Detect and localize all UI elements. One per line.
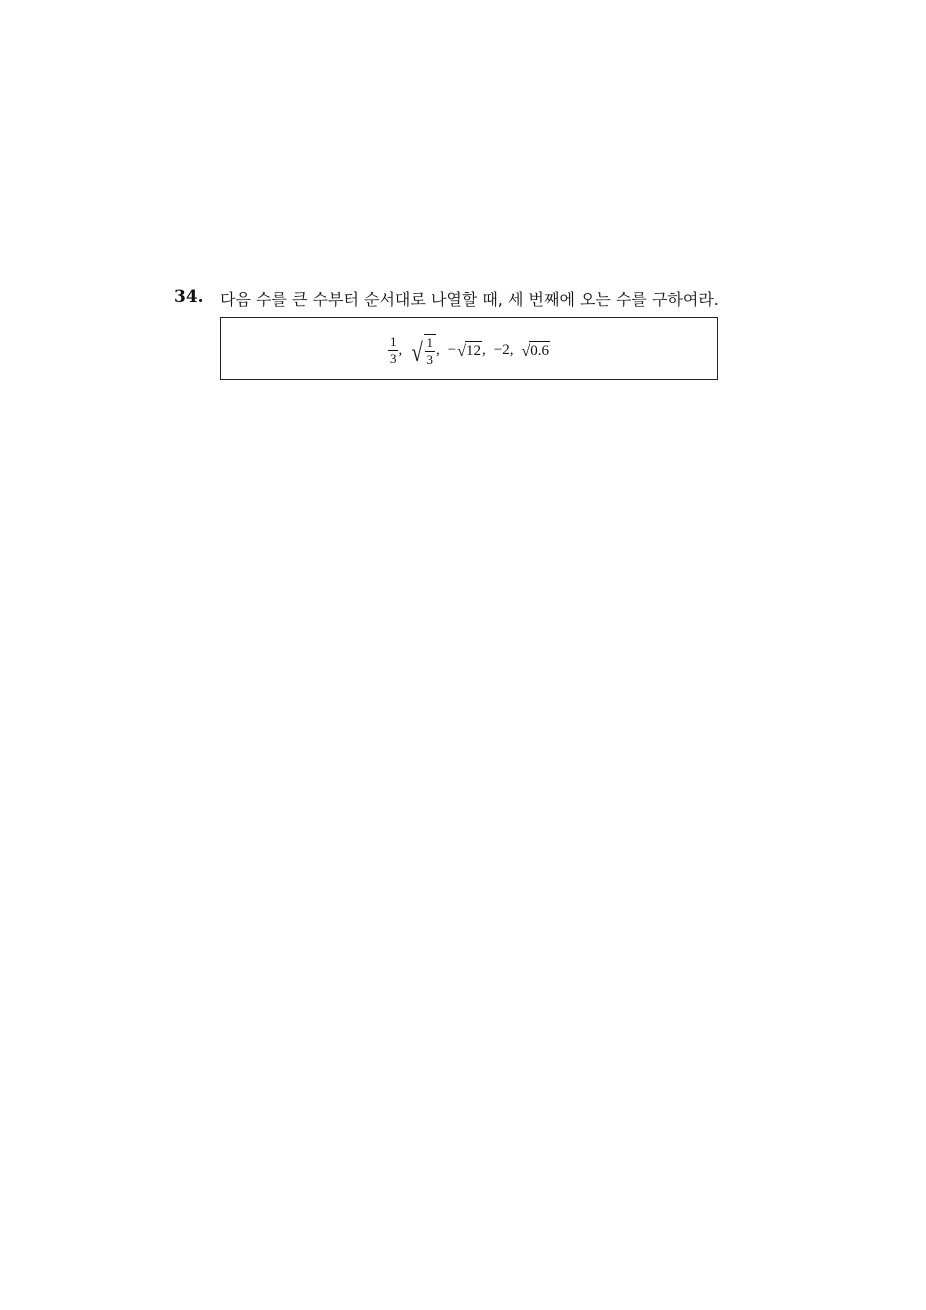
term-sqrt-0-6 (521, 341, 550, 360)
fraction-denominator: 3 (389, 350, 397, 366)
radicand: 0.6 (530, 342, 550, 359)
problem-text: 다음 수를 큰 수부터 순서대로 나열할 때, 세 번째에 오는 수를 구하여라. (220, 290, 719, 309)
sqrt (457, 341, 482, 360)
comma: , (398, 341, 403, 358)
fraction-numerator: 1 (426, 334, 434, 350)
fraction-one-third (388, 335, 399, 365)
radical-sign: √ (411, 338, 424, 368)
radical-sign: √ (521, 342, 531, 360)
comma: , (509, 341, 514, 358)
fraction-denominator: 3 (426, 351, 434, 367)
comma: , (436, 341, 440, 358)
minus-sign: − (447, 341, 457, 358)
term-sqrt-fraction (410, 334, 448, 366)
problem-number: 34. (174, 287, 204, 307)
sqrt (410, 334, 436, 366)
comma: , (482, 341, 486, 358)
value-text: −2 (493, 341, 510, 358)
radicand: 12 (466, 342, 482, 359)
fraction-one-third (425, 336, 436, 366)
term-fraction (388, 335, 410, 365)
fraction-numerator: 1 (389, 333, 397, 349)
answer-box (220, 317, 718, 380)
sqrt (521, 341, 550, 360)
math-expression (221, 330, 717, 370)
radical-sign: √ (457, 342, 467, 360)
term-neg-sqrt-12 (448, 341, 494, 360)
term-neg-2 (494, 342, 522, 359)
radicand (424, 334, 437, 366)
